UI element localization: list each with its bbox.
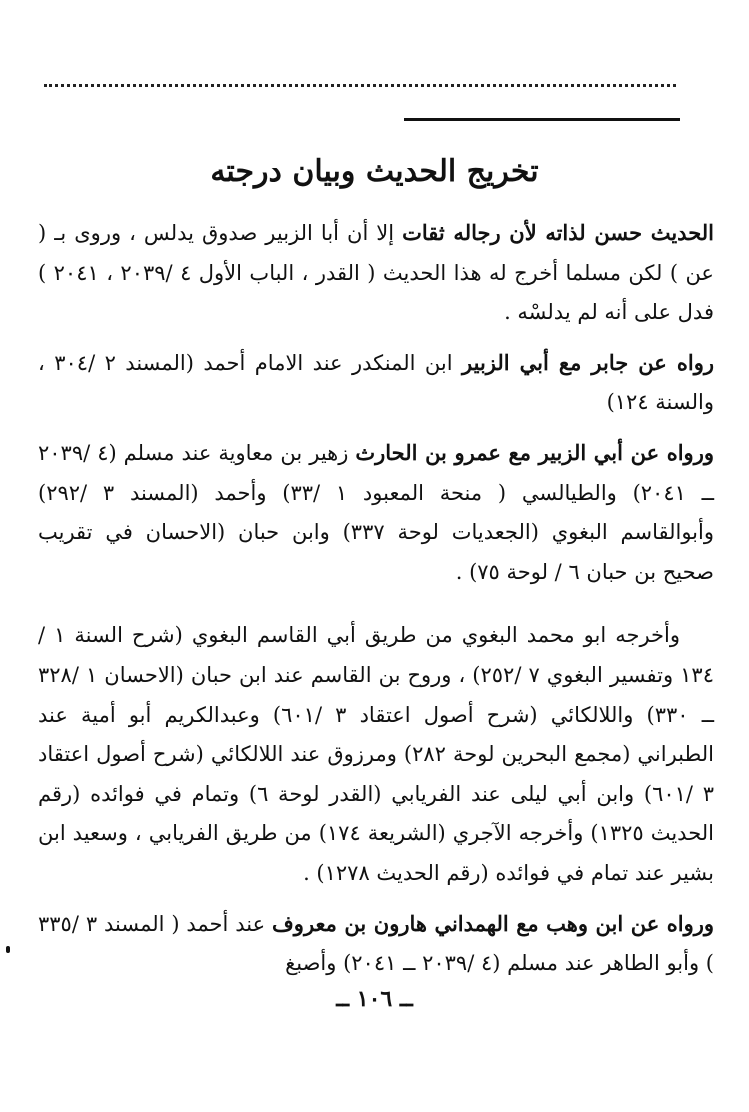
page-number: ــ ١٠٦ ــ — [336, 986, 413, 1012]
paragraph-2-text: ابن المنكدر عند الامام أحمد (المسند ٢ /٣٠٤ ، والسنة ١٢٤) — [38, 350, 714, 415]
paragraph-5 — [38, 904, 714, 984]
paragraph-2 — [38, 343, 714, 423]
section-heading: تخريج الحديث وبيان درجته — [210, 154, 539, 189]
paragraph-5-text: عند أحمد ( المسند ٣ /٣٣٥ ) وأبو الطاهر عند مسلم (٤ /٢٠٣٩ ــ ٢٠٤١) وأصبغ — [38, 911, 714, 976]
paragraph-1 — [38, 213, 714, 333]
page-body — [38, 213, 714, 984]
dotted-separator — [44, 84, 676, 87]
paragraph-4 — [38, 616, 714, 893]
margin-mark — [6, 946, 10, 953]
paragraph-3 — [38, 433, 714, 592]
paragraph-3-text: زهير بن معاوية عند مسلم (٤ /٢٠٣٩ ــ ٢٠٤١) والطيالسي ( منحة المعبود ١ /٣٣) وأحمد (المسند ٣ /٢٩٢) وأبوالقاسم البغوي (الجعديات لوحة ٣٣٧) وابن حبان (الاحسان في تقريب صحيح بن حبان ٦ / لوحة ٧٥) . — [38, 440, 714, 584]
paragraph-3-bold: ورواه عن أبي الزبير مع عمرو بن الحارث — [355, 439, 714, 465]
paragraph-1-bold: الحديث حسن لذاته لأن رجاله ثقات — [402, 220, 714, 245]
section-rule — [404, 118, 680, 121]
paragraph-4-text: وأخرجه ابو محمد البغوي من طريق أبي القاسم البغوي (شرح السنة ١ /١٣٤ وتفسير البغوي ٧ /٢٥٢) ، وروح بن القاسم عند ابن حبان (الاحسان ١ /٣٢٨ ــ ٣٣٠) واللالكائي (شرح أصول اعتقاد ٣ /٦٠١) وعبدالكريم أبو أمية عند الطبراني (مجمع البحرين لوحة ٢٨٢) ومرزوق عند اللالكائي (شرح أصول اعتقاد ٣ /٦٠١) وابن أبي ليلى عند الفريابي (القدر لوحة ٦) وتمام في فوائده (رقم الحديث ١٣٢٥) وأخرجه الآجري (الشريعة ١٧٤) من طريق الفريابي ، وسعيد ابن بشير عند تمام في فوائده (رقم الحديث ١٢٧٨) . — [38, 623, 714, 885]
paragraph-1-text: إلا أن أبا الزبير صدوق يدلس ، وروى بـ ( عن ) لكن مسلما أخرج له هذا الحديث ( القدر ، الباب الأول ٤ /٢٠٣٩ ، ٢٠٤١ ) فدل على أنه لم يدلسْه . — [38, 221, 714, 325]
paragraph-5-bold: ورواه عن ابن وهب مع الهمداني هارون بن معروف — [272, 910, 714, 936]
paragraph-2-bold: رواه عن جابر مع أبي الزبير — [462, 349, 714, 375]
